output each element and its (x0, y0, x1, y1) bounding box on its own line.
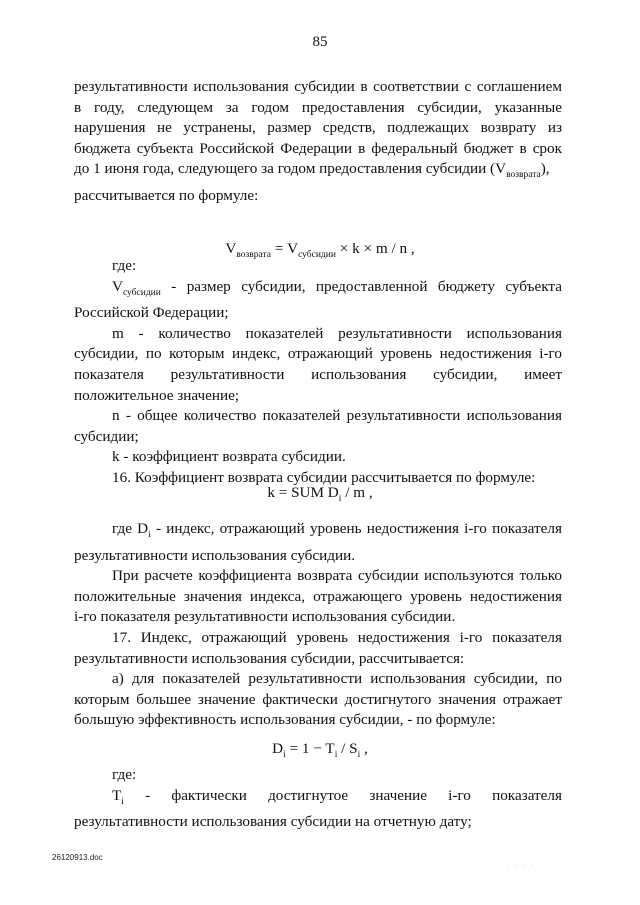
definition-t (74, 786, 562, 813)
definition-v (74, 277, 562, 304)
symbol: T (112, 786, 122, 804)
index-description-block (74, 519, 562, 731)
formula-text: k = SUM D (267, 484, 339, 501)
subscript: субсидии (122, 287, 161, 298)
subscript: возврата (236, 250, 271, 261)
text-span: - индекс, отражающий уровень недостижения i-го показателя (150, 520, 562, 537)
final-definitions-block (74, 765, 562, 833)
symbol: V (112, 277, 123, 295)
where-label: где: (112, 766, 137, 783)
subscript: i (338, 494, 342, 505)
paragraph-refund-amount (74, 77, 562, 207)
subscript: i (121, 796, 124, 807)
text-line: результативности использования субсидии, рассчитывается: (74, 649, 465, 667)
subscript: i (357, 750, 361, 761)
text-line: положительные значения индекса, отражающего уровень недостижения (74, 587, 562, 605)
subscript: возврата (506, 170, 541, 181)
subscript: i (283, 750, 286, 761)
formula-text: × k × m / n , (335, 240, 415, 257)
document-id: 26120913.doc (52, 853, 103, 862)
text-span: - размер субсидии, предоставленной бюджету субъекта (160, 277, 562, 295)
text-span: где D (112, 520, 149, 537)
paragraph-17: 17. Индекс, отражающий уровень недостижения i-го показателя (112, 629, 562, 646)
subscript: i (148, 530, 151, 541)
text-line: нарушения не устранены, размер средств, подлежащих возврату из (74, 119, 562, 137)
subscript: субсидии (298, 250, 336, 261)
text-line: рассчитывается по формуле: (74, 187, 259, 204)
text-line: субсидии; (74, 427, 139, 445)
paragraph-positive: При расчете коэффициента возврата субсидии используются только (112, 567, 562, 585)
text-line: большую эффективность использования субсидии, - по формуле: (74, 711, 496, 729)
paragraph-a: а) для показателей результативности использования субсидии, по (112, 670, 562, 688)
text-line: в году, следующем за годом предоставления субсидии, указанные (74, 98, 562, 116)
text-span: ), (540, 160, 550, 178)
page-number: 85 (312, 34, 328, 50)
formula-coefficient (0, 484, 640, 504)
text-line: результативности использования субсидии в соответствии с соглашением (74, 78, 562, 95)
text-line: результативности использования субсидии на отчетную дату; (74, 813, 472, 831)
subscript: i (334, 750, 338, 761)
definition-m: m - количество показателей результативности использования (112, 324, 562, 342)
text-line: Российской Федерации; (74, 304, 229, 322)
text-line: положительное значение; (74, 386, 240, 404)
text-line: i-го показателя результативности использования субсидии. (74, 608, 456, 626)
formula-text: / S (337, 740, 358, 757)
text-span: - фактически достигнутое значение i-го показателя (123, 786, 562, 804)
formula-index (0, 740, 640, 760)
text-line: субсидии, по которым индекс, отражающий уровень недостижения i-го (74, 345, 562, 363)
text-line: бюджета субъекта Российской Федерации в федеральный бюджет в срок (74, 139, 562, 157)
formula-text: / m , (341, 484, 373, 501)
text-span: до 1 июня года, следующего за годом предоставления субсидии (V (74, 160, 507, 178)
definition-n: n - общее количество показателей результативности использования (112, 407, 562, 425)
text-line: результативности использования субсидии. (74, 546, 356, 564)
formula-text: = 1 − T (285, 740, 335, 757)
definition-di (74, 519, 562, 546)
paragraph-16: 16. Коэффициент возврата субсидии рассчитывается по формуле: (112, 468, 536, 486)
formula-text: , (360, 740, 368, 757)
formula-symbol: V (225, 240, 237, 257)
text-line: показателя результативности использования субсидии, имеет (74, 366, 562, 383)
definitions-block (74, 256, 562, 489)
definition-k: k - коэффициент возврата субсидии. (112, 448, 346, 466)
formula-symbol: D (272, 740, 284, 757)
scan-artifact-dots: · · · · (506, 862, 535, 870)
text-line (74, 159, 562, 186)
where-label: где: (112, 257, 137, 274)
formula-text: = V (270, 240, 299, 257)
text-line: которым большее значение фактически достигнутого значения отражает (74, 690, 562, 708)
